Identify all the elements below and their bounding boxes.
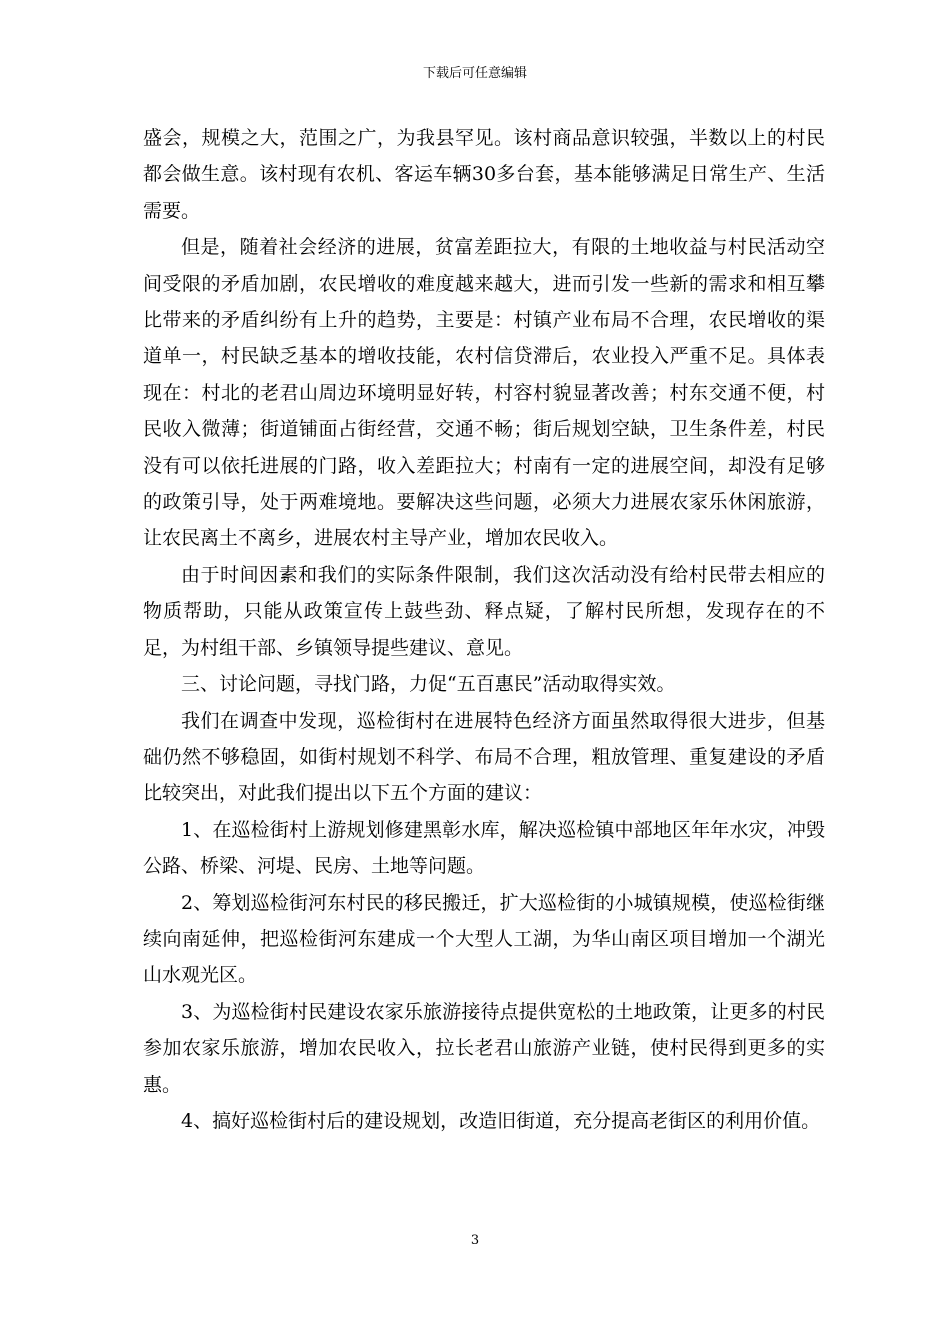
suggestion-1: 1、在巡检街村上游规划修建黑彰水库，解决巡检镇中部地区年年水灾，冲毁公路、桥梁、河堤、民房、土地等问题。 xyxy=(143,818,825,878)
suggestion-3: 3、为巡检街村民建设农家乐旅游接待点提供宽松的土地政策，让更多的村民参加农家乐旅游，增加农民收入，拉长老君山旅游产业链，使村民得到更多的实惠。 xyxy=(143,1000,825,1096)
paragraph-1: 盛会，规模之大，范围之广，为我县罕见。该村商品意识较强，半数以上的村民都会做生意。该村现有农机、客运车辆30多台套，基本能够满足日常生产、生活需要。 xyxy=(143,127,825,222)
paragraph-5: 我们在调查中发现，巡检街村在进展特色经济方面虽然取得很大进步，但基础仍然不够稳固，如街村规划不科学、布局不合理，粗放管理、重复建设的矛盾比较突出，对此我们提出以下五个方面的建议： xyxy=(143,709,825,805)
suggestion-2: 2、筹划巡检街河东村民的移民搬迁，扩大巡检街的小城镇规模，使巡检街继续向南延伸，把巡检街河东建成一个大型人工湖，为华山南区项目增加一个湖光山水观光区。 xyxy=(143,891,825,987)
page-number: 3 xyxy=(470,1233,480,1248)
page-header: 下载后可任意编辑 xyxy=(422,66,527,81)
suggestion-4: 4、搞好巡检街村后的建设规划，改造旧街道，充分提高老街区的利用价值。 xyxy=(181,1109,821,1132)
paragraph-3: 由于时间因素和我们的实际条件限制，我们这次活动没有给村民带去相应的物质帮助，只能从政策宣传上鼓些劲、释点疑，了解村民所想，发现存在的不足，为村组干部、乡镇领导提些建议、意见。 xyxy=(143,563,825,659)
document-body xyxy=(143,120,825,1139)
section-heading: 三、讨论问题，寻找门路，力促“五百惠民”活动取得实效。 xyxy=(181,673,676,696)
paragraph-2: 但是，随着社会经济的进展，贫富差距拉大，有限的土地收益与村民活动空间受限的矛盾加剧，农民增收的难度越来越大，进而引发一些新的需求和相互攀比带来的矛盾纠纷有上升的趋势，主要是：村镇产业布局不合理，农民增收的渠道单一，村民缺乏基本的增收技能，农村信贷滞后，农业投入严重不足。具体表现在：村北的老君山周边环境明显好转，村容村貌显著改善；村东交通不便，村民收入微薄；街道铺面占街经营，交通不畅；街后规划空缺，卫生条件差，村民没有可以依托进展的门路，收入差距拉大；村南有一定的进展空间，却没有足够的政策引导，处于两难境地。要解决这些问题，必须大力进展农家乐休闲旅游，让农民离土不离乡，进展农村主导产业，增加农民收入。 xyxy=(143,236,825,550)
